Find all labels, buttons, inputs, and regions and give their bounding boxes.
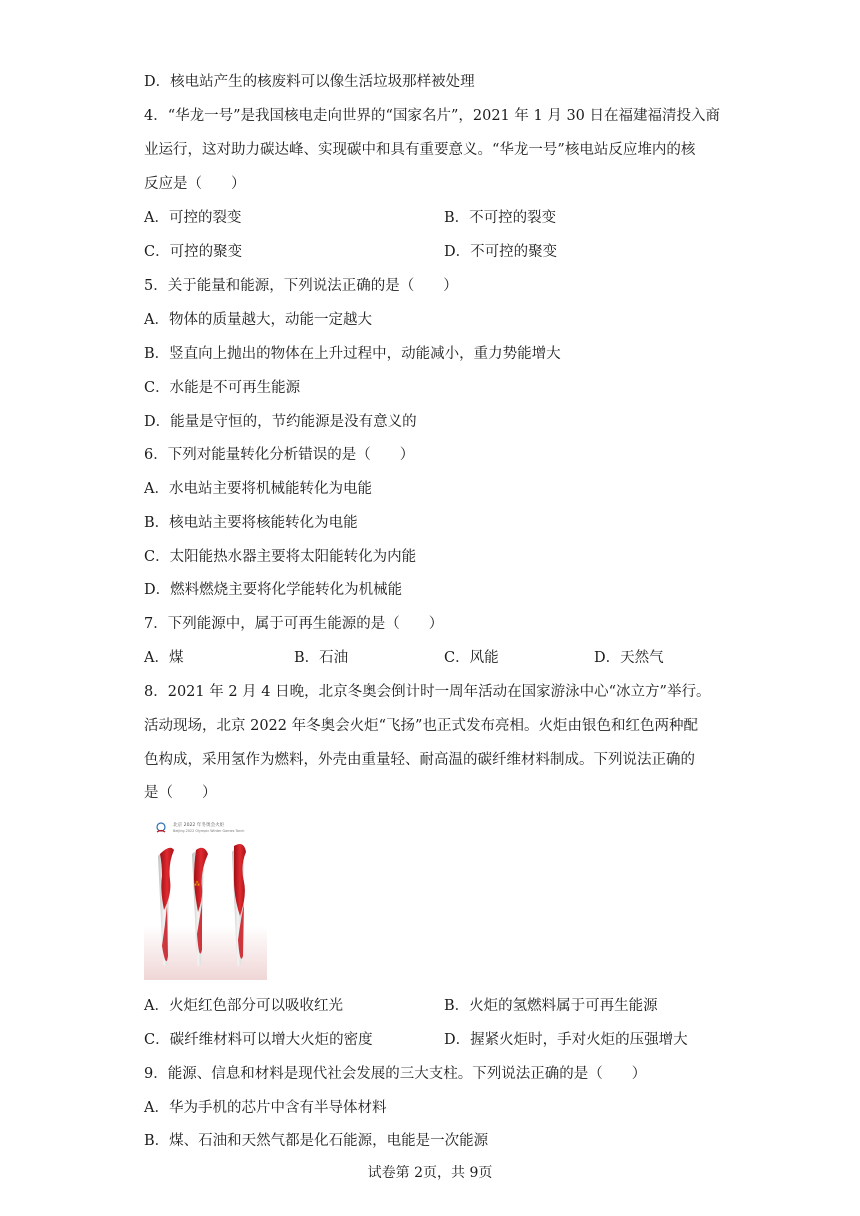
torch-illustration: [144, 816, 267, 980]
svg-text:⁂: ⁂: [194, 881, 200, 888]
q4-stem-line-1: 4．“华龙一号”是我国核电走向世界的“国家名片”，2021 年 1 月 30 日在福建福清投入商: [144, 108, 720, 124]
q5-option-a: A．物体的质量越大，动能一定越大: [144, 312, 372, 328]
q5-stem: 5．关于能量和能源，下列说法正确的是（ ）: [144, 278, 458, 294]
q5-option-c: C．水能是不可再生能源: [144, 380, 301, 396]
q4-option-a: A．可控的裂变: [144, 210, 242, 226]
q4-option-b: B．不可控的裂变: [444, 210, 557, 226]
q8-option-c: C．碳纤维材料可以增大火炬的密度: [144, 1032, 373, 1048]
q8-stem-line-4: 是（ ）: [144, 785, 217, 801]
q4-stem-line-3: 反应是（ ）: [144, 176, 246, 192]
q8-option-b: B．火炬的氢燃料属于可再生能源: [444, 998, 658, 1014]
q8-stem-line-3: 色构成，采用氢作为燃料，外壳由重量轻、耐高温的碳纤维材料制成。下列说法正确的: [144, 752, 695, 768]
q9-stem: 9．能源、信息和材料是现代社会发展的三大支柱。下列说法正确的是（ ）: [144, 1066, 647, 1082]
q7-option-c: C．风能: [444, 650, 499, 666]
q8-option-a: A．火炬红色部分可以吸收红光: [144, 998, 343, 1014]
olympic-emblem-icon: [157, 823, 165, 832]
q6-stem: 6．下列对能量转化分析错误的是（ ）: [144, 447, 415, 463]
q4-option-c: C．可控的聚变: [144, 244, 243, 260]
q4-stem-line-2: 业运行，这对助力碳达峰、实现碳中和具有重要意义。“华龙一号”核电站反应堆内的核: [144, 142, 696, 158]
q8-option-d: D．握紧火炬时，手对火炬的压强增大: [444, 1032, 688, 1048]
q3-option-d: D．核电站产生的核废料可以像生活垃圾那样被处理: [144, 74, 475, 90]
q8-stem-line-2: 活动现场，北京 2022 年冬奥会火炬“飞扬”也正式发布亮相。火炬由银色和红色两种配: [144, 718, 698, 734]
q7-option-a: A．煤: [144, 650, 184, 666]
q6-option-d: D．燃料燃烧主要将化学能转化为机械能: [144, 582, 403, 598]
q6-option-a: A．水电站主要将机械能转化为电能: [144, 481, 372, 497]
q6-option-c: C．太阳能热水器主要将太阳能转化为内能: [144, 549, 417, 565]
figure-caption-cn: 北京 2022 年冬奥会火炬: [173, 823, 225, 828]
q7-option-b: B．石油: [294, 650, 349, 666]
q9-option-a: A．华为手机的芯片中含有半导体材料: [144, 1100, 387, 1116]
page-footer: 试卷第 2页，共 9页: [367, 1165, 493, 1181]
q5-option-b: B．竖直向上抛出的物体在上升过程中，动能减小，重力势能增大: [144, 346, 561, 362]
q8-stem-line-1: 8．2021 年 2 月 4 日晚，北京冬奥会倒计时一周年活动在国家游泳中心“冰立方”举行。: [144, 684, 711, 700]
q7-option-d: D．天然气: [594, 650, 664, 666]
q7-stem: 7．下列能源中，属于可再生能源的是（ ）: [144, 616, 444, 632]
q5-option-d: D．能量是守恒的，节约能源是没有意义的: [144, 414, 417, 430]
torch-figure: [144, 816, 267, 980]
q6-option-b: B．核电站主要将核能转化为电能: [144, 515, 358, 531]
q9-option-b: B．煤、石油和天然气都是化石能源，电能是一次能源: [144, 1133, 489, 1149]
figure-caption-en: Beijing 2022 Olympic Winter Games Torch: [173, 829, 245, 833]
q4-option-d: D．不可控的聚变: [444, 244, 558, 260]
